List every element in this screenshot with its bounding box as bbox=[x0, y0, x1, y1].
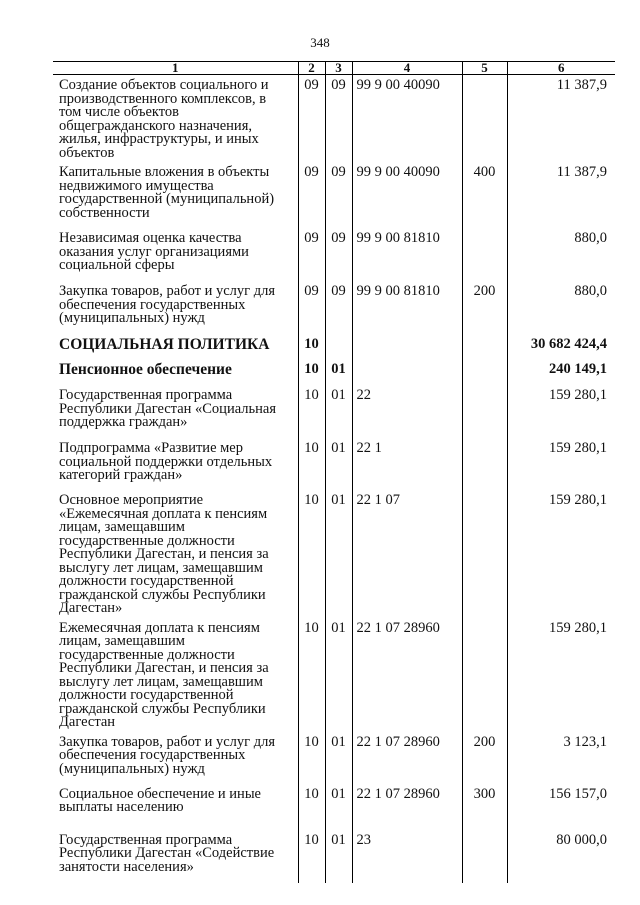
row-name: Создание объектов социального и производственного комплексов, в том числе объектов общегражданского назначения, жилья, инфраструктуры, и иных объектов bbox=[59, 77, 269, 161]
row-amount: 159 280,1 bbox=[507, 436, 615, 488]
row-name: Независимая оценка качества оказания услуг организациями социальной сферы bbox=[59, 230, 249, 273]
row-subsection-code bbox=[325, 332, 352, 357]
row-amount: 880,0 bbox=[507, 226, 615, 279]
row-expense-type: 300 bbox=[462, 782, 507, 828]
table-row bbox=[53, 488, 615, 616]
row-section-code: 10 bbox=[298, 828, 325, 883]
row-name: Государственная программа Республики Дагестан «Социальная поддержка граждан» bbox=[59, 387, 276, 430]
row-name: Пенсионное обеспечение bbox=[59, 361, 232, 378]
row-name: Государственная программа Республики Дагестан «Содействие занятости населения» bbox=[59, 831, 275, 875]
row-target-article: 22 1 bbox=[352, 436, 462, 488]
table-row bbox=[53, 226, 615, 279]
table-row bbox=[53, 436, 615, 488]
table-row bbox=[53, 332, 615, 357]
row-target-article: 23 bbox=[352, 828, 462, 883]
row-amount: 11 387,9 bbox=[507, 160, 615, 226]
row-target-article: 22 bbox=[352, 383, 462, 436]
header-col-4: 4 bbox=[352, 62, 462, 75]
table-row bbox=[53, 357, 615, 383]
table-row bbox=[53, 75, 615, 161]
row-section-code: 09 bbox=[298, 75, 325, 161]
row-amount: 159 280,1 bbox=[507, 616, 615, 730]
row-section-code: 09 bbox=[298, 160, 325, 226]
row-expense-type bbox=[462, 357, 507, 383]
row-target-article bbox=[352, 332, 462, 357]
row-name: СОЦИАЛЬНАЯ ПОЛИТИКА bbox=[59, 336, 270, 353]
row-target-article: 99 9 00 81810 bbox=[352, 279, 462, 332]
row-section-code: 10 bbox=[298, 357, 325, 383]
row-subsection-code: 01 bbox=[325, 488, 352, 616]
table-row bbox=[53, 279, 615, 332]
row-name: Закупка товаров, работ и услуг для обеспечения государственных (муниципальных) нужд bbox=[59, 733, 276, 777]
header-col-3: 3 bbox=[325, 62, 352, 75]
table-row bbox=[53, 730, 615, 782]
row-subsection-code: 01 bbox=[325, 436, 352, 488]
header-col-2: 2 bbox=[298, 62, 325, 75]
row-name: Основное мероприятие «Ежемесячная доплата к пенсиям лицам, замещавшим государственные должности Республики Дагестан, и пенсия за выслугу лет лицам, замещавшим должности государственной гражданской службы Республики Дагестан» bbox=[59, 492, 269, 616]
row-expense-type bbox=[462, 828, 507, 883]
row-subsection-code: 01 bbox=[325, 616, 352, 730]
table-row bbox=[53, 828, 615, 883]
row-section-code: 10 bbox=[298, 436, 325, 488]
page-number: 348 bbox=[310, 35, 330, 50]
row-section-code: 10 bbox=[298, 616, 325, 730]
row-section-code: 10 bbox=[298, 332, 325, 357]
row-amount: 30 682 424,4 bbox=[507, 332, 615, 357]
row-section-code: 10 bbox=[298, 782, 325, 828]
row-target-article: 99 9 00 40090 bbox=[352, 75, 462, 161]
row-subsection-code: 09 bbox=[325, 75, 352, 161]
row-expense-type: 400 bbox=[462, 160, 507, 226]
row-amount: 159 280,1 bbox=[507, 488, 615, 616]
row-name: Капитальные вложения в объекты недвижимого имущества государственной (муниципальной) собственности bbox=[59, 164, 275, 221]
row-section-code: 09 bbox=[298, 279, 325, 332]
row-section-code: 09 bbox=[298, 226, 325, 279]
row-target-article: 99 9 00 40090 bbox=[352, 160, 462, 226]
header-col-6: 6 bbox=[507, 62, 615, 75]
row-subsection-code: 01 bbox=[325, 383, 352, 436]
row-subsection-code: 09 bbox=[325, 160, 352, 226]
row-expense-type bbox=[462, 436, 507, 488]
table-row bbox=[53, 782, 615, 828]
row-name: Социальное обеспечение и иные выплаты населению bbox=[59, 785, 261, 815]
row-expense-type bbox=[462, 488, 507, 616]
row-target-article: 22 1 07 28960 bbox=[352, 730, 462, 782]
row-subsection-code: 01 bbox=[325, 730, 352, 782]
header-row bbox=[53, 62, 615, 75]
row-section-code: 10 bbox=[298, 383, 325, 436]
row-target-article: 22 1 07 28960 bbox=[352, 616, 462, 730]
budget-table bbox=[53, 61, 615, 883]
row-amount: 156 157,0 bbox=[507, 782, 615, 828]
row-amount: 80 000,0 bbox=[507, 828, 615, 883]
row-amount: 240 149,1 bbox=[507, 357, 615, 383]
header-col-1: 1 bbox=[53, 62, 298, 75]
table-row bbox=[53, 616, 615, 730]
table-row bbox=[53, 383, 615, 436]
row-name: Закупка товаров, работ и услуг для обеспечения государственных (муниципальных) нужд bbox=[59, 283, 276, 326]
row-subsection-code: 09 bbox=[325, 279, 352, 332]
row-target-article: 22 1 07 bbox=[352, 488, 462, 616]
row-expense-type bbox=[462, 616, 507, 730]
row-expense-type bbox=[462, 332, 507, 357]
row-target-article: 99 9 00 81810 bbox=[352, 226, 462, 279]
row-name: Ежемесячная доплата к пенсиям лицам, замещавшим государственные должности Республики Дагестан, и пенсия за выслугу лет лицам, замещавшим должности государственной гражданской службы Республики Дагестан bbox=[59, 619, 269, 730]
row-expense-type bbox=[462, 383, 507, 436]
row-subsection-code: 01 bbox=[325, 828, 352, 883]
row-section-code: 10 bbox=[298, 730, 325, 782]
row-amount: 3 123,1 bbox=[507, 730, 615, 782]
row-subsection-code: 09 bbox=[325, 226, 352, 279]
row-expense-type bbox=[462, 75, 507, 161]
row-expense-type: 200 bbox=[462, 279, 507, 332]
row-amount: 159 280,1 bbox=[507, 383, 615, 436]
row-target-article bbox=[352, 357, 462, 383]
row-section-code: 10 bbox=[298, 488, 325, 616]
row-target-article: 22 1 07 28960 bbox=[352, 782, 462, 828]
row-amount: 11 387,9 bbox=[507, 75, 615, 161]
row-subsection-code: 01 bbox=[325, 357, 352, 383]
table-row bbox=[53, 160, 615, 226]
row-expense-type bbox=[462, 226, 507, 279]
row-expense-type: 200 bbox=[462, 730, 507, 782]
row-amount: 880,0 bbox=[507, 279, 615, 332]
row-subsection-code: 01 bbox=[325, 782, 352, 828]
header-col-5: 5 bbox=[462, 62, 507, 75]
row-name: Подпрограмма «Развитие мер социальной поддержки отдельных категорий граждан» bbox=[59, 440, 273, 483]
